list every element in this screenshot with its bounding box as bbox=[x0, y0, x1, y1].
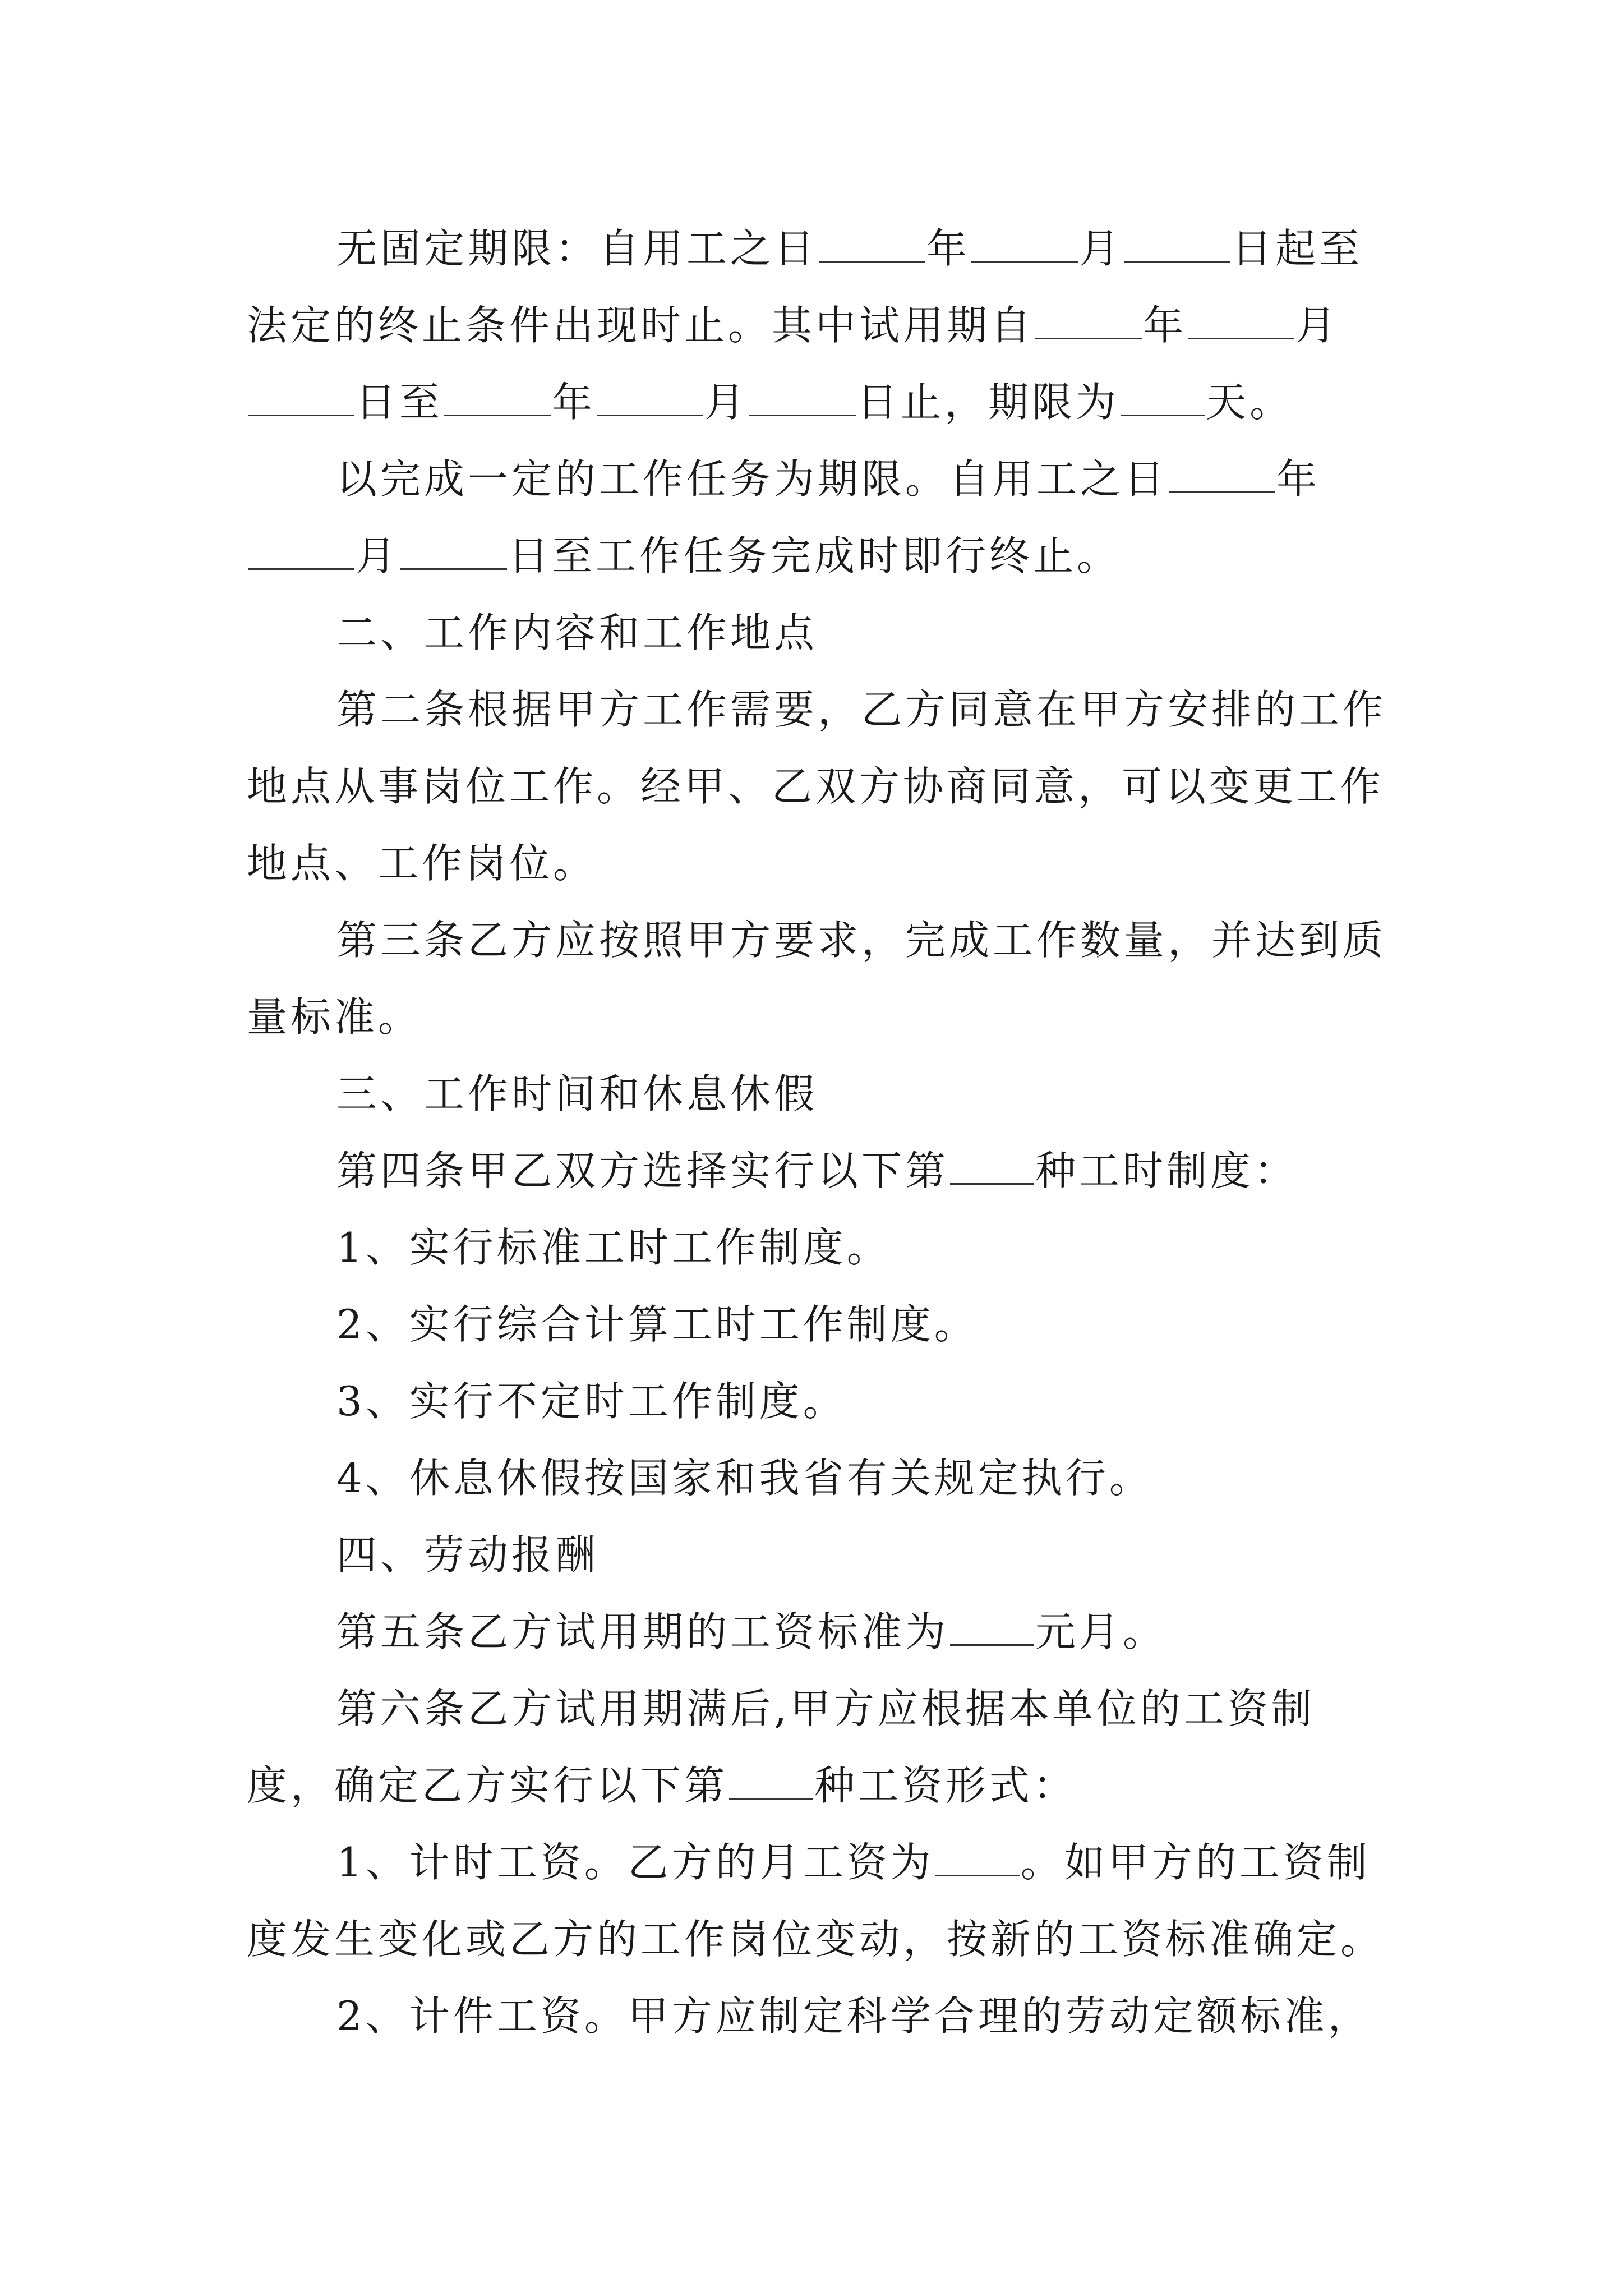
paragraph-text: 月 bbox=[356, 532, 400, 579]
paragraph-text: 无固定期限：自用工之日 bbox=[336, 225, 818, 272]
paragraph bbox=[247, 902, 1391, 1056]
paragraph-text: 第三条乙方应按照甲方要求，完成工作数量，并达到质量标准。 bbox=[247, 917, 1387, 1041]
fill-in-blank bbox=[819, 226, 925, 263]
paragraph bbox=[247, 1133, 1391, 1209]
paragraph-text: 年 bbox=[926, 225, 971, 272]
fill-in-blank bbox=[400, 533, 507, 570]
fill-in-blank bbox=[248, 533, 354, 570]
paragraph-text: 年 bbox=[1143, 302, 1187, 349]
fill-in-blank bbox=[1121, 380, 1205, 416]
paragraph-text: 月 bbox=[1295, 302, 1340, 349]
paragraph bbox=[247, 671, 1391, 902]
paragraph-text: 四、劳动报酬 bbox=[336, 1531, 600, 1579]
paragraph-text: 三、工作时间和休息休假 bbox=[336, 1070, 818, 1117]
document-body bbox=[247, 210, 1391, 2055]
fill-in-blank bbox=[1035, 303, 1142, 339]
fill-in-blank bbox=[935, 1840, 1020, 1876]
paragraph bbox=[247, 1286, 1391, 1363]
fill-in-blank bbox=[1188, 303, 1294, 339]
paragraph bbox=[247, 1594, 1391, 1671]
fill-in-blank bbox=[950, 1148, 1034, 1185]
paragraph-text: 3、实行不定时工作制度。 bbox=[336, 1378, 847, 1425]
paragraph-text: 日至 bbox=[356, 379, 444, 426]
fill-in-blank bbox=[749, 380, 856, 416]
paragraph bbox=[247, 595, 1391, 671]
paragraph bbox=[247, 1978, 1391, 2055]
paragraph-text: 年 bbox=[552, 379, 596, 426]
paragraph-text: 月 bbox=[1079, 225, 1123, 272]
paragraph bbox=[247, 1671, 1391, 1824]
paragraph-text: 1、实行标准工时工作制度。 bbox=[336, 1224, 891, 1271]
paragraph-text: 天。 bbox=[1206, 379, 1294, 426]
paragraph-text: 第四条甲乙双方选择实行以下第 bbox=[336, 1147, 949, 1194]
fill-in-blank bbox=[597, 380, 703, 416]
paragraph bbox=[247, 1056, 1391, 1133]
paragraph-text: 1、计时工资。乙方的月工资为 bbox=[336, 1839, 934, 1886]
paragraph-text: 第六条乙方试用期满后,甲方应根据本单位的工资制度，确定乙方实行以下第 bbox=[247, 1685, 1315, 1809]
paragraph-text: 4、休息休假按国家和我省有关规定执行。 bbox=[336, 1455, 1153, 1502]
fill-in-blank bbox=[1169, 457, 1275, 493]
paragraph bbox=[247, 1517, 1391, 1594]
paragraph bbox=[247, 1363, 1391, 1440]
fill-in-blank bbox=[1124, 226, 1230, 263]
fill-in-blank bbox=[248, 380, 354, 416]
fill-in-blank bbox=[950, 1609, 1034, 1646]
paragraph-text: 二、工作内容和工作地点 bbox=[336, 609, 818, 656]
fill-in-blank bbox=[444, 380, 551, 416]
fill-in-blank bbox=[729, 1763, 813, 1800]
paragraph-text: 以完成一定的工作任务为期限。自用工之日 bbox=[336, 455, 1168, 503]
paragraph bbox=[247, 210, 1391, 441]
paragraph-text: 2、计件工资。甲方应制定科学合理的劳动定额标准， bbox=[336, 1993, 1372, 2040]
fill-in-blank bbox=[971, 226, 1078, 263]
paragraph bbox=[247, 1824, 1391, 1978]
paragraph bbox=[247, 1209, 1391, 1286]
paragraph-text: 日起至法定的终止条件出现时止。其中试用期自 bbox=[247, 225, 1363, 349]
paragraph bbox=[247, 1440, 1391, 1517]
paragraph bbox=[247, 441, 1391, 595]
paragraph-text: 种工时制度： bbox=[1035, 1147, 1298, 1194]
paragraph-text: 元月。 bbox=[1035, 1608, 1167, 1655]
paragraph-text: 年 bbox=[1276, 455, 1321, 503]
paragraph-text: 日至工作任务完成时即行终止。 bbox=[508, 532, 1121, 579]
paragraph-text: 种工资形式： bbox=[814, 1762, 1077, 1809]
paragraph-text: 。如甲方的工资制度发生变化或乙方的工作岗位变动，按新的工资标准确定。 bbox=[247, 1839, 1385, 1963]
paragraph-text: 第二条根据甲方工作需要，乙方同意在甲方安排的工作地点从事岗位工作。经甲、乙双方协商同意，可以变更工作地点、工作岗位。 bbox=[247, 686, 1387, 887]
paragraph-text: 月 bbox=[704, 379, 749, 426]
paragraph-text: 2、实行综合计算工时工作制度。 bbox=[336, 1301, 978, 1348]
paragraph-text: 日止，期限为 bbox=[857, 379, 1120, 426]
paragraph-text: 第五条乙方试用期的工资标准为 bbox=[336, 1608, 949, 1655]
